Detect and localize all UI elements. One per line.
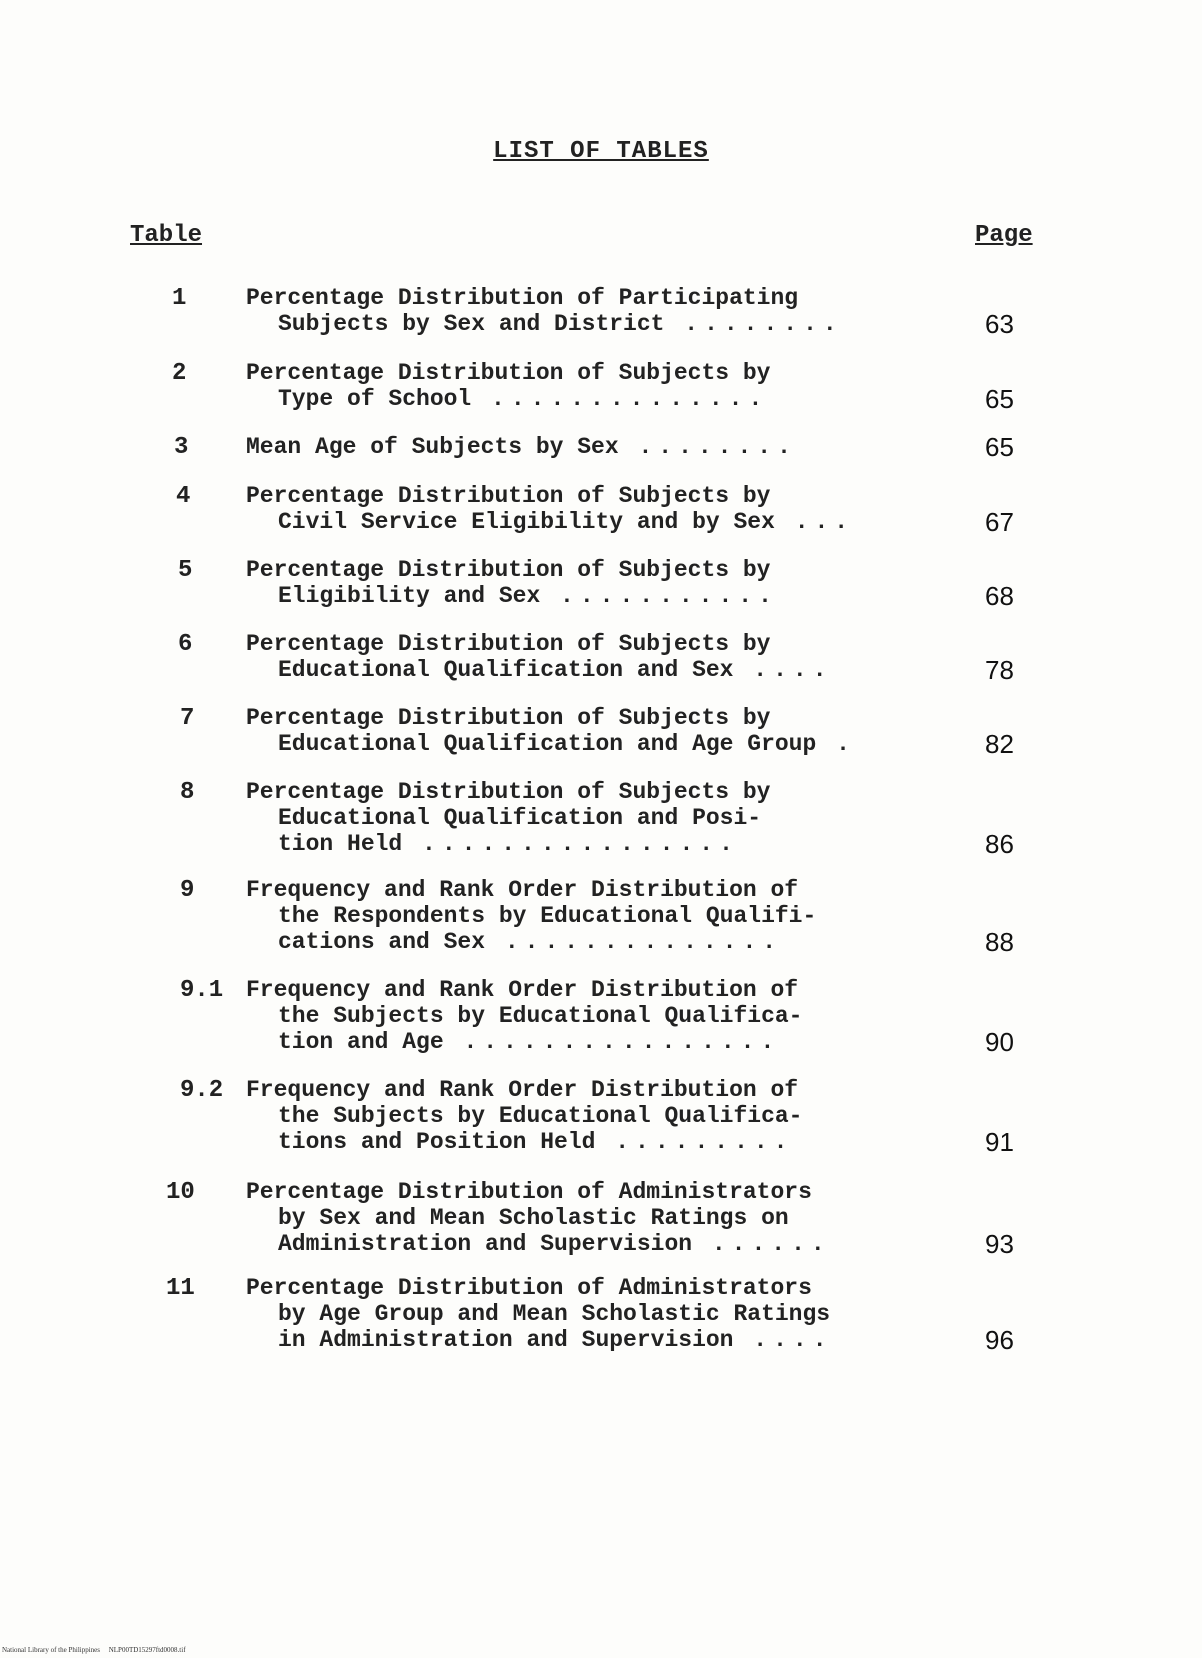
dot-leader: ................ [402,831,739,857]
caption-line [246,1205,966,1231]
caption-line [246,805,966,831]
caption-text: the Respondents by Educational Qualifi- [278,903,817,929]
page-number: 65 [985,384,1014,414]
table-number: 9.1 [180,977,224,1004]
page-number: 65 [985,432,1014,462]
page-number: 96 [985,1325,1014,1355]
caption-line [246,509,966,535]
caption-text: Percentage Distribution of Participating [246,285,799,311]
caption-line [246,731,966,757]
dot-leader: ......... [595,1129,794,1155]
caption-text: Subjects by Sex and District [278,311,665,337]
caption-text: Mean Age of Subjects by Sex [246,434,619,460]
caption-line [246,903,966,929]
page-number: 67 [985,507,1014,537]
caption-text: Percentage Distribution of Subjects by [246,557,771,583]
dot-leader: ...... [692,1231,831,1257]
table-caption [246,483,966,535]
table-caption [246,779,966,857]
caption-line [246,977,966,1003]
caption-text: Percentage Distribution of Subjects by [246,705,771,731]
caption-line [246,1275,966,1301]
page-number: 93 [985,1229,1014,1259]
table-column-heading: Table [130,222,203,249]
caption-text: Educational Qualification and Posi- [278,805,762,831]
table-caption [246,631,966,683]
caption-text: cations and Sex [278,929,486,955]
caption-line [246,1077,966,1103]
caption-text: Educational Qualification and Sex [278,657,734,683]
dot-leader: .... [733,657,833,683]
caption-text: tion Held [278,831,403,857]
table-number: 8 [180,779,195,806]
caption-text: Percentage Distribution of Subjects by [246,360,771,386]
caption-line [246,929,966,955]
caption-line [246,583,966,609]
caption-line [246,1129,966,1155]
table-caption [246,360,966,412]
dot-leader: ........ [664,311,843,337]
dot-leader: ........... [540,583,778,609]
caption-text: by Age Group and Mean Scholastic Ratings [278,1301,831,1327]
page-number: 91 [985,1127,1014,1157]
caption-text: Civil Service Eligibility and by Sex [278,509,775,535]
caption-line [246,877,966,903]
caption-line [246,360,966,386]
page-number: 63 [985,309,1014,339]
caption-line [246,1103,966,1129]
caption-text: Type of School [278,386,472,412]
caption-line [246,1327,966,1353]
table-number: 1 [172,285,187,312]
page-number: 82 [985,729,1014,759]
caption-text: the Subjects by Educational Qualifica- [278,1103,803,1129]
caption-text: Percentage Distribution of Subjects by [246,631,771,657]
table-number: 10 [166,1179,195,1206]
caption-line [246,1301,966,1327]
table-number: 2 [172,360,187,387]
table-caption [246,1077,966,1155]
caption-text: Eligibility and Sex [278,583,541,609]
caption-text: the Subjects by Educational Qualifica- [278,1003,803,1029]
table-caption [246,877,966,955]
table-number: 3 [174,434,189,461]
caption-text: Frequency and Rank Order Distribution of [246,877,799,903]
caption-text: by Sex and Mean Scholastic Ratings on [278,1205,789,1231]
dot-leader: .... [733,1327,833,1353]
caption-line [246,557,966,583]
caption-line [246,705,966,731]
page-column-heading: Page [975,222,1033,249]
caption-text: Percentage Distribution of Administrators [246,1275,812,1301]
dot-leader: .............. [485,929,783,955]
dot-leader: . [816,731,856,757]
caption-line [246,434,966,460]
caption-line [246,831,966,857]
table-caption [246,705,966,757]
caption-text: Educational Qualification and Age Group [278,731,817,757]
dot-leader: .............. [471,386,769,412]
table-number: 4 [176,483,191,510]
page-number: 90 [985,1027,1014,1057]
dot-leader: ... [774,509,855,535]
caption-line [246,779,966,805]
table-number: 9.2 [180,1077,224,1104]
table-caption [246,977,966,1055]
caption-line [246,631,966,657]
caption-line [246,311,966,337]
caption-text: Percentage Distribution of Administrators [246,1179,812,1205]
caption-line [246,386,966,412]
caption-text: Percentage Distribution of Subjects by [246,779,771,805]
caption-line [246,1003,966,1029]
table-caption [246,285,966,337]
caption-line [246,483,966,509]
table-number: 9 [180,877,195,904]
table-number: 6 [178,631,193,658]
table-caption [246,1275,966,1353]
caption-line [246,1029,966,1055]
page-number: 78 [985,655,1014,685]
page-number: 88 [985,927,1014,957]
caption-line [246,1231,966,1257]
table-number: 11 [166,1275,195,1302]
caption-text: Frequency and Rank Order Distribution of [246,1077,799,1103]
dot-leader: ........ [618,434,797,460]
caption-line [246,657,966,683]
archive-footer: National Library of the Philippines NLP00TD15297ftd0008.tif [2,1646,186,1654]
caption-text: tions and Position Held [278,1129,596,1155]
table-caption [246,434,966,460]
page-number: 86 [985,829,1014,859]
caption-text: tion and Age [278,1029,444,1055]
caption-text: Administration and Supervision [278,1231,693,1257]
caption-text: Percentage Distribution of Subjects by [246,483,771,509]
caption-line [246,285,966,311]
table-caption [246,557,966,609]
table-caption [246,1179,966,1257]
page-number: 68 [985,581,1014,611]
dot-leader: ................ [443,1029,781,1055]
table-number: 5 [178,557,193,584]
caption-text: in Administration and Supervision [278,1327,734,1353]
page-title: LIST OF TABLES [493,138,709,165]
caption-text: Frequency and Rank Order Distribution of [246,977,799,1003]
table-number: 7 [180,705,195,732]
caption-line [246,1179,966,1205]
